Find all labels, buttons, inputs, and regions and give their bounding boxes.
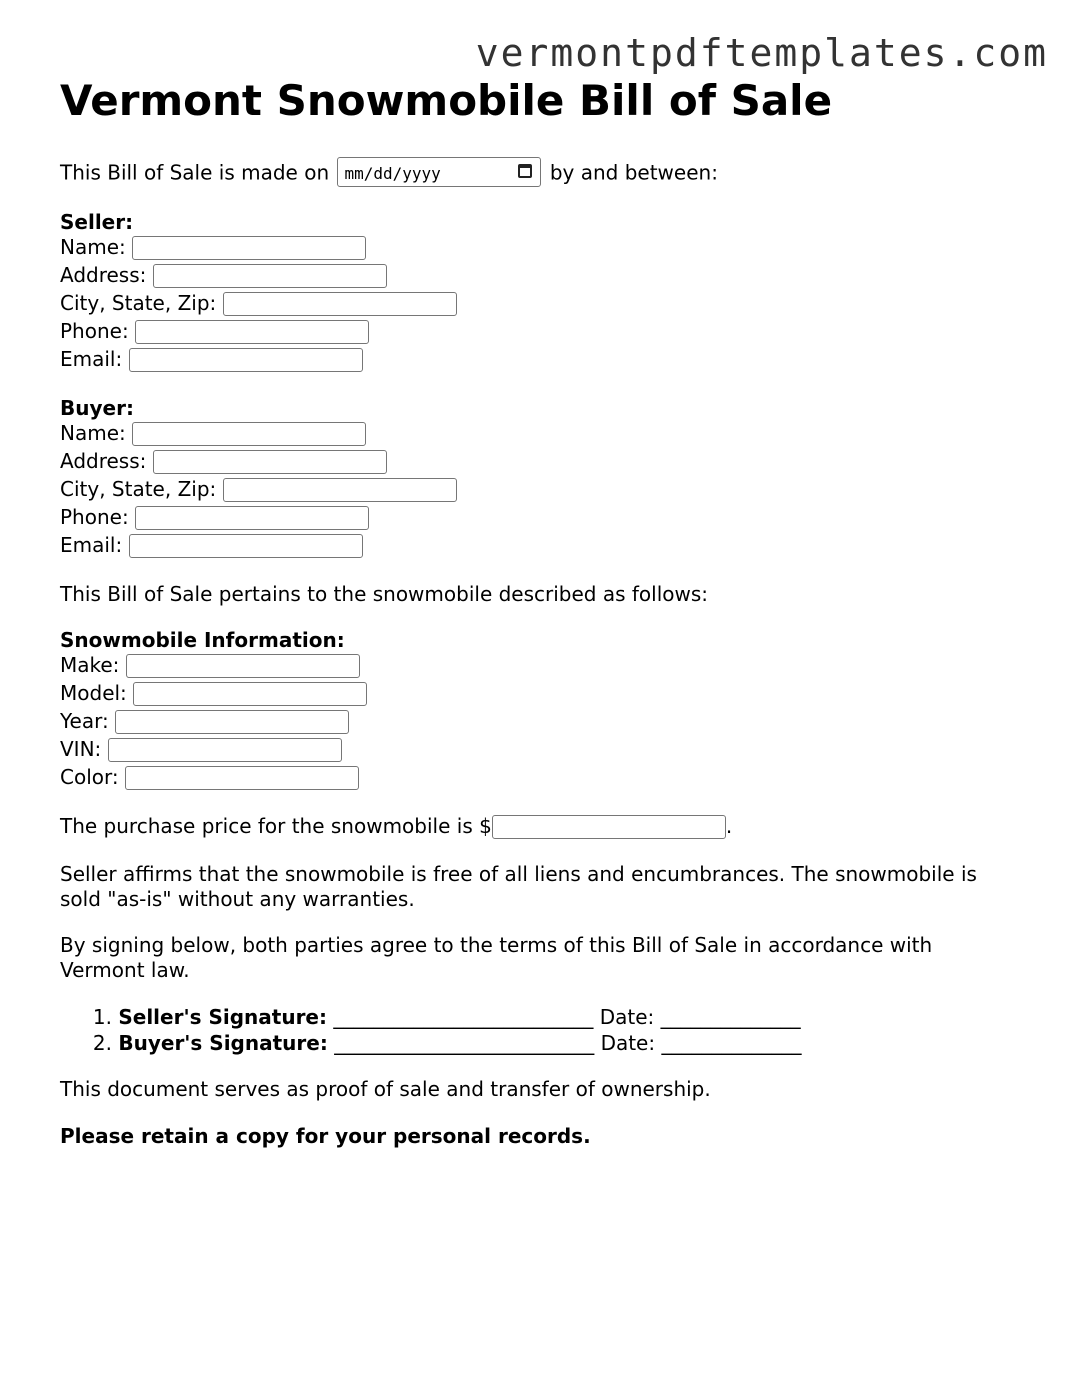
agree-paragraph: By signing below, both parties agree to the terms of this Bill of Sale in accordance with Vermont law. bbox=[60, 933, 933, 982]
buyer-email-label: Email: bbox=[60, 533, 123, 557]
seller-date-line[interactable]: ______________ bbox=[660, 1005, 801, 1029]
model-row bbox=[60, 681, 367, 707]
intro-line bbox=[60, 159, 718, 189]
buyer-signature-label: Buyer's Signature: bbox=[118, 1031, 328, 1055]
seller-date-label: Date: bbox=[599, 1005, 655, 1029]
buyer-date-label: Date: bbox=[600, 1031, 656, 1055]
seller-city-label: City, State, Zip: bbox=[60, 291, 217, 315]
vin-row bbox=[60, 737, 342, 763]
seller-email-label: Email: bbox=[60, 347, 123, 371]
seller-signature-label: Seller's Signature: bbox=[118, 1005, 327, 1029]
seller-phone-label: Phone: bbox=[60, 319, 129, 343]
model-label: Model: bbox=[60, 681, 127, 705]
buyer-name-input[interactable] bbox=[132, 422, 366, 446]
buyer-address-row bbox=[60, 449, 387, 475]
seller-signature-row bbox=[60, 1004, 801, 1030]
seller-city-input[interactable] bbox=[223, 292, 457, 316]
intro-before: This Bill of Sale is made on bbox=[60, 160, 330, 185]
pertains-text: This Bill of Sale pertains to the snowmobile described as follows: bbox=[60, 582, 709, 606]
seller-phone-row bbox=[60, 319, 369, 345]
buyer-phone-input[interactable] bbox=[135, 506, 369, 530]
buyer-email-row bbox=[60, 533, 363, 559]
buyer-heading: Buyer: bbox=[60, 396, 134, 420]
buyer-email-input[interactable] bbox=[129, 534, 363, 558]
site-watermark: vermontpdftemplates.com bbox=[475, 31, 1048, 75]
seller-address-row bbox=[60, 263, 387, 289]
sale-date-input[interactable] bbox=[337, 157, 541, 187]
seller-email-input[interactable] bbox=[129, 348, 363, 372]
snowmobile-heading: Snowmobile Information: bbox=[60, 628, 345, 652]
seller-signature-line[interactable]: __________________________ bbox=[333, 1005, 594, 1029]
buyer-date-line[interactable]: ______________ bbox=[661, 1031, 802, 1055]
buyer-address-input[interactable] bbox=[153, 450, 387, 474]
model-input[interactable] bbox=[133, 682, 367, 706]
date-placeholder: mm/dd/yyyy bbox=[344, 164, 441, 183]
seller-phone-input[interactable] bbox=[135, 320, 369, 344]
make-label: Make: bbox=[60, 653, 120, 677]
seller-name-row bbox=[60, 235, 366, 261]
buyer-city-label: City, State, Zip: bbox=[60, 477, 217, 501]
price-input[interactable] bbox=[492, 815, 726, 839]
make-row bbox=[60, 653, 360, 679]
buyer-city-row bbox=[60, 477, 457, 503]
seller-heading: Seller: bbox=[60, 210, 134, 234]
buyer-phone-label: Phone: bbox=[60, 505, 129, 529]
make-input[interactable] bbox=[126, 654, 360, 678]
retain-text: Please retain a copy for your personal records. bbox=[60, 1124, 591, 1148]
buyer-city-input[interactable] bbox=[223, 478, 457, 502]
buyer-name-row bbox=[60, 421, 366, 447]
seller-address-input[interactable] bbox=[153, 264, 387, 288]
price-period: . bbox=[725, 814, 733, 838]
price-line bbox=[60, 814, 732, 840]
signature-list bbox=[60, 1004, 801, 1056]
seller-city-row bbox=[60, 291, 457, 317]
affirm-paragraph: Seller affirms that the snowmobile is free of all liens and encumbrances. The snowmobile is sold "as-is" without any warranties. bbox=[60, 862, 977, 911]
buyer-address-label: Address: bbox=[60, 449, 147, 473]
seller-address-label: Address: bbox=[60, 263, 147, 287]
buyer-name-label: Name: bbox=[60, 421, 126, 445]
buyer-signature-line[interactable]: __________________________ bbox=[334, 1031, 595, 1055]
buyer-phone-row bbox=[60, 505, 369, 531]
color-input[interactable] bbox=[125, 766, 359, 790]
vin-label: VIN: bbox=[60, 737, 102, 761]
list-number: 1. bbox=[92, 1005, 112, 1029]
seller-name-label: Name: bbox=[60, 235, 126, 259]
buyer-signature-row bbox=[60, 1030, 801, 1056]
year-row bbox=[60, 709, 349, 735]
vin-input[interactable] bbox=[108, 738, 342, 762]
year-input[interactable] bbox=[115, 710, 349, 734]
seller-email-row bbox=[60, 347, 363, 373]
intro-after: by and between: bbox=[549, 160, 718, 185]
proof-text: This document serves as proof of sale and transfer of ownership. bbox=[60, 1077, 711, 1101]
price-text: The purchase price for the snowmobile is $ bbox=[60, 814, 492, 838]
year-label: Year: bbox=[60, 709, 109, 733]
calendar-icon[interactable] bbox=[518, 164, 532, 178]
color-row bbox=[60, 765, 359, 791]
color-label: Color: bbox=[60, 765, 119, 789]
list-number: 2. bbox=[92, 1031, 112, 1055]
page-title: Vermont Snowmobile Bill of Sale bbox=[60, 76, 833, 125]
seller-name-input[interactable] bbox=[132, 236, 366, 260]
